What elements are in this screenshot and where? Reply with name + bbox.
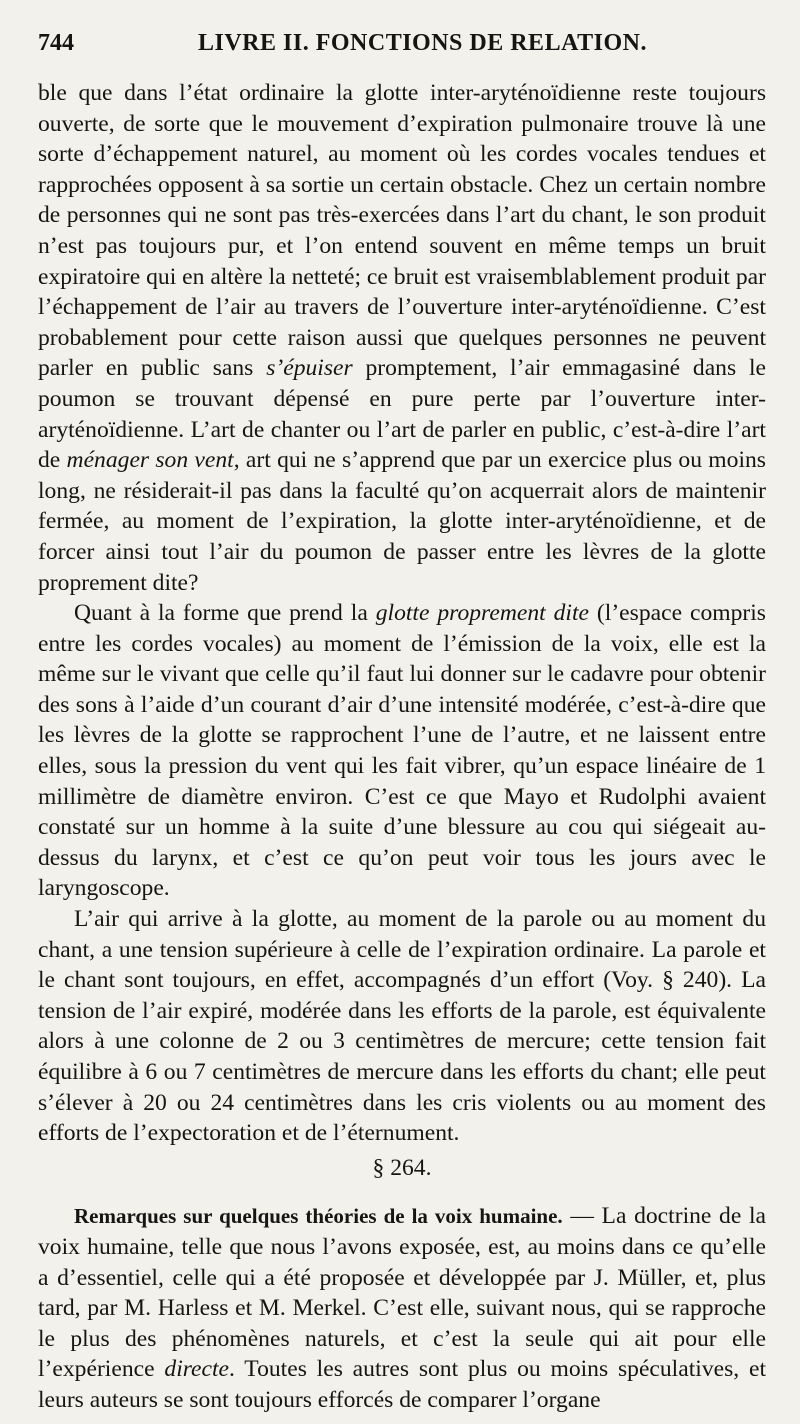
italic-run: glotte proprement dite <box>375 600 589 627</box>
page-body <box>38 78 766 1416</box>
italic-run: directe <box>164 1356 230 1383</box>
paragraph-remarques <box>38 1201 766 1415</box>
paragraph-continued <box>38 78 766 598</box>
running-title: LIVRE II. FONCTIONS DE RELATION. <box>198 30 647 56</box>
text-run: (l’espace compris entre les cordes vocales) au moment de l’émission de la voix, elle est la même sur le vivant que celle qu’il faut lui donner sur le cadavre pour obtenir des sons à l’aide d’un courant d’air d’une intensité modérée, c’est-à-dire que les lèvres de la glotte se rapprochent l’une de l’autre, et ne laissent entre elles, sous la pression du vent qui les fait vibrer, qu’un espace linéaire de 1 millimètre de diamètre environ. C’est ce que Mayo et Rudolphi avaient constaté sur un homme à la suite d’une blessure au cou qui siégeait au-dessus du larynx, et c’est ce qu’on peut voir tous les jours avec le laryngoscope. <box>38 600 766 902</box>
page-number: 744 <box>38 30 74 56</box>
section-heading: Remarques sur quelques théories de la voix humaine. <box>74 1204 563 1229</box>
text-run: promptement, l’air emmagasiné dans le poumon se trouvant dépensé en pure perte par l’ouverture inter-aryténoïdienne. L’art de chanter ou l’art de parler en public, c’est-à-dire l’art de <box>38 355 767 474</box>
text-run: , art qui ne s’apprend que par un exercice plus ou moins long, ne résiderait-il pas dans la faculté qu’on acquerrait alors de maintenir fermée, au moment de l’expiration, la glotte inter-aryténoïdienne, et de forcer ainsi tout l’air du poumon de passer entre les lèvres de la glotte proprement dite? <box>38 447 766 596</box>
paragraph-glotte <box>38 598 766 904</box>
text-run: ble que dans l’état ordinaire la glotte inter-aryténoïdienne reste toujours ouverte, de sorte que le mouvement d’expiration pulmonaire trouve là une sorte d’échappement naturel, au moment où les cordes vocales tendues et rapprochées opposent à sa sortie un certain obstacle. Chez un certain nombre de personnes qui ne sont pas très-exercées dans l’art du chant, le son produit n’est pas toujours pur, et l’on entend souvent en même temps un bruit expiratoire qui en altère la netteté; ce bruit est vraisemblablement produit par l’échappement de l’air au travers de l’ouverture inter-aryténoïdienne. C’est probablement pour cette raison aussi que quelques personnes ne peuvent parler en public sans <box>38 80 766 382</box>
text-run: Quant à la forme que prend la <box>74 600 376 627</box>
paragraph-tension: L’air qui arrive à la glotte, au moment de la parole ou au moment du chant, a une tension supérieure à celle de l’expiration ordinaire. La parole et le chant sont toujours, en effet, accompagnés d’un effort (Voy. § 240). La tension de l’air expiré, modérée dans les efforts de la parole, est équivalente alors à une colonne de 2 ou 3 centimètres de mercure; cette tension fait équilibre à 6 ou 7 centimètres de mercure dans les efforts du chant; elle peut s’élever à 20 ou 24 centimètres dans les cris violents ou au moment des efforts de l’expectoration et de l’éternument. <box>38 906 766 1147</box>
text-run: . Toutes les autres sont plus ou moins spéculatives, et leurs auteurs se sont toujours efforcés de comparer l’organe <box>38 1356 766 1413</box>
italic-run: ménager son vent <box>66 447 234 474</box>
italic-run: s’épuiser <box>266 355 353 382</box>
text-run: — La doctrine de la voix humaine, telle que nous l’avons exposée, est, au moins dans ce qu’elle a d’essentiel, celle qui a été proposée et développée par J. Müller, et, plus tard, par M. Harless et M. Merkel. C’est elle, suivant nous, qui se rapproche le plus des phénomènes naturels, et c’est la seule qui ait pour elle l’expérience <box>38 1203 766 1383</box>
section-number: § 264. <box>372 1154 432 1181</box>
